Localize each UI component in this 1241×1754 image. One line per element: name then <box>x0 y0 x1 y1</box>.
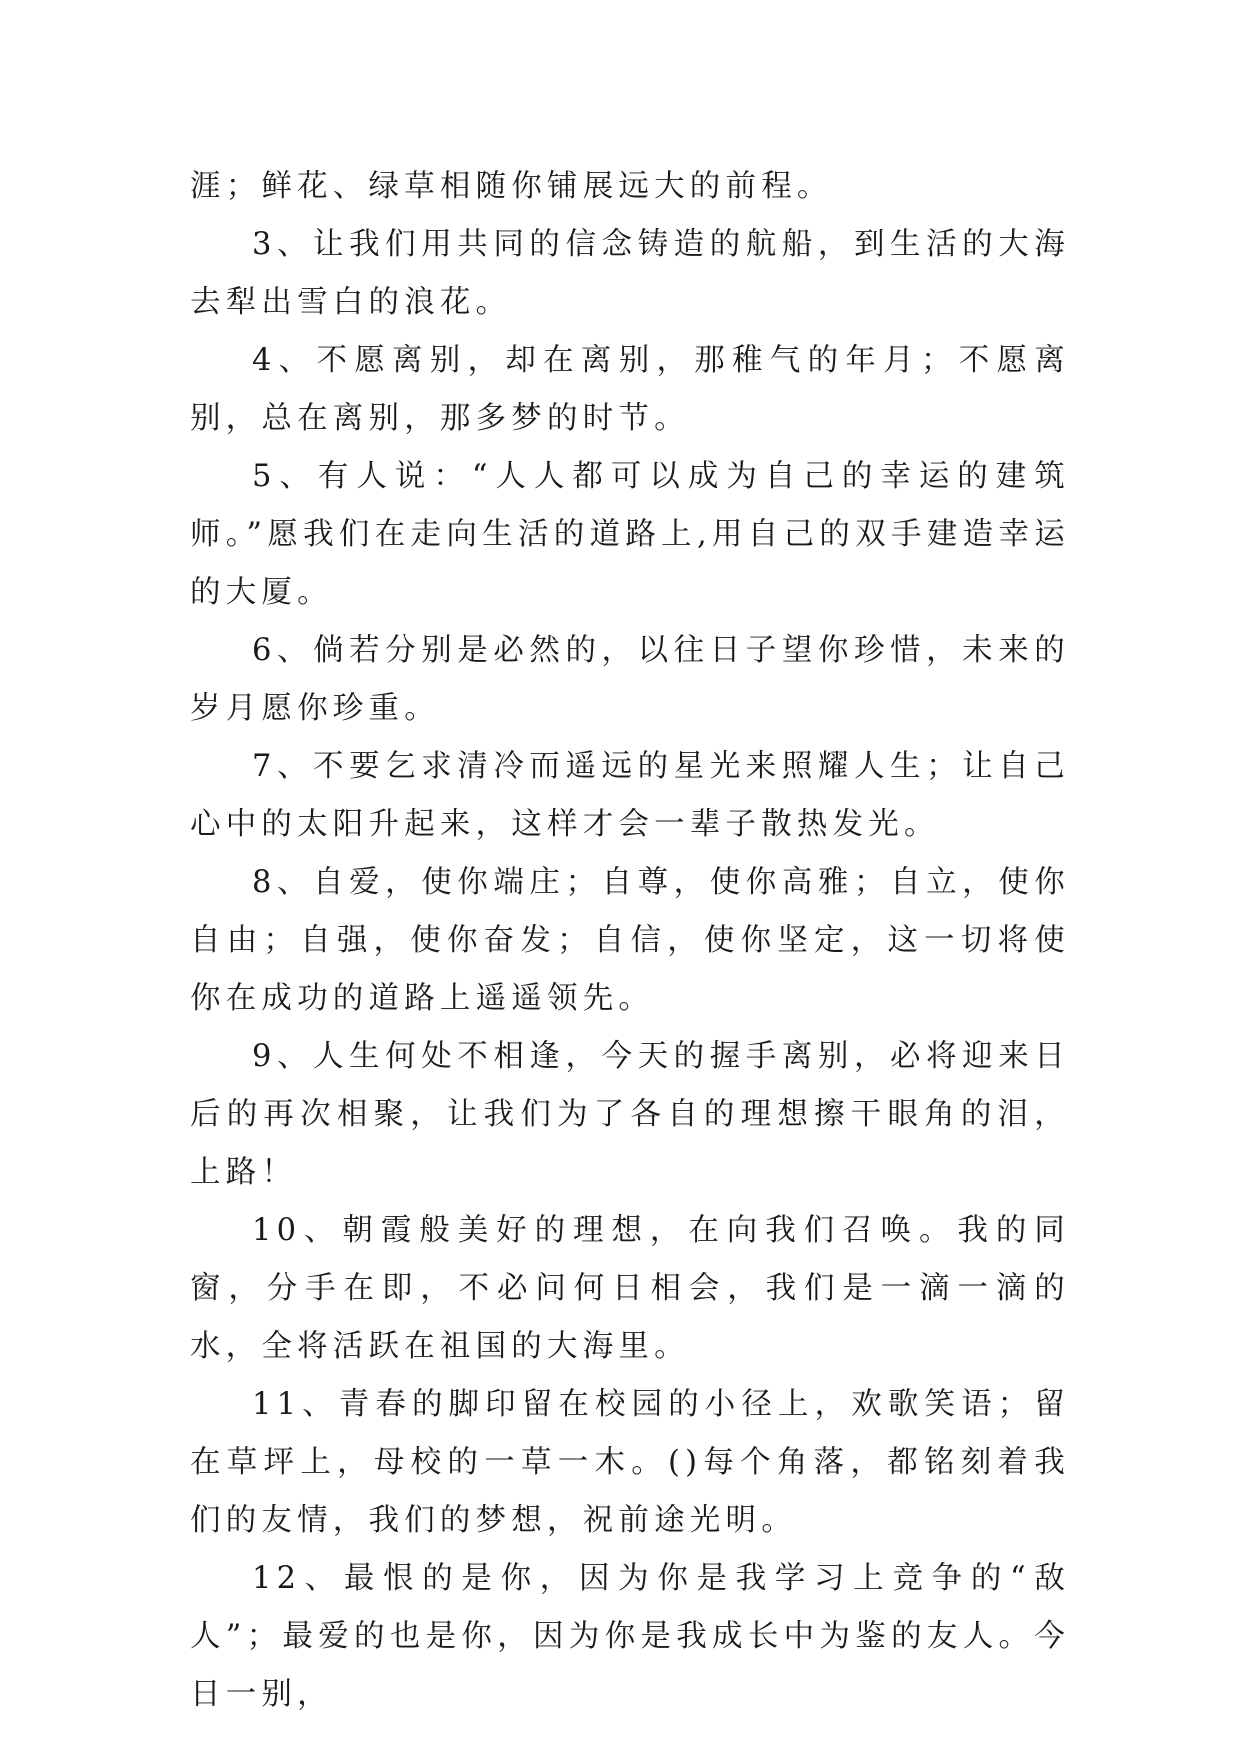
paragraph: 3、让我们用共同的信念铸造的航船，到生活的大海去犁出雪白的浪花。 <box>190 227 1070 320</box>
paragraph: 涯；鲜花、绿草相随你铺展远大的前程。 <box>190 169 833 204</box>
paragraph: 4、不愿离别，却在离别，那稚气的年月；不愿离别，总在离别，那多梦的时节。 <box>190 343 1070 436</box>
paragraph: 9、人生何处不相逢，今天的握手离别，必将迎来日后的再次相聚，让我们为了各自的理想擦干眼角的泪，上路！ <box>190 1039 1070 1190</box>
paragraph: 11、青春的脚印留在校园的小径上，欢歌笑语；留在草坪上，母校的一草一木。()每个角落，都铭刻着我们的友情，我们的梦想，祝前途光明。 <box>190 1387 1070 1538</box>
paragraph: 5、有人说：“人人都可以成为自己的幸运的建筑师。”愿我们在走向生活的道路上,用自己的双手建造幸运的大厦。 <box>190 459 1070 610</box>
paragraph: 7、不要乞求清冷而遥远的星光来照耀人生；让自己心中的太阳升起来，这样才会一辈子散热发光。 <box>190 749 1070 842</box>
paragraph: 6、倘若分别是必然的，以往日子望你珍惜，未来的岁月愿你珍重。 <box>190 633 1070 726</box>
document-page <box>190 158 1070 1724</box>
paragraph: 12、最恨的是你，因为你是我学习上竞争的“敌人”；最爱的也是你，因为你是我成长中为鉴的友人。今日一别， <box>190 1561 1070 1712</box>
paragraph: 10、朝霞般美好的理想，在向我们召唤。我的同窗，分手在即，不必问何日相会，我们是一滴一滴的水，全将活跃在祖国的大海里。 <box>190 1213 1070 1364</box>
paragraph: 8、自爱，使你端庄；自尊，使你高雅；自立，使你自由；自强，使你奋发；自信，使你坚定，这一切将使你在成功的道路上遥遥领先。 <box>190 865 1070 1016</box>
